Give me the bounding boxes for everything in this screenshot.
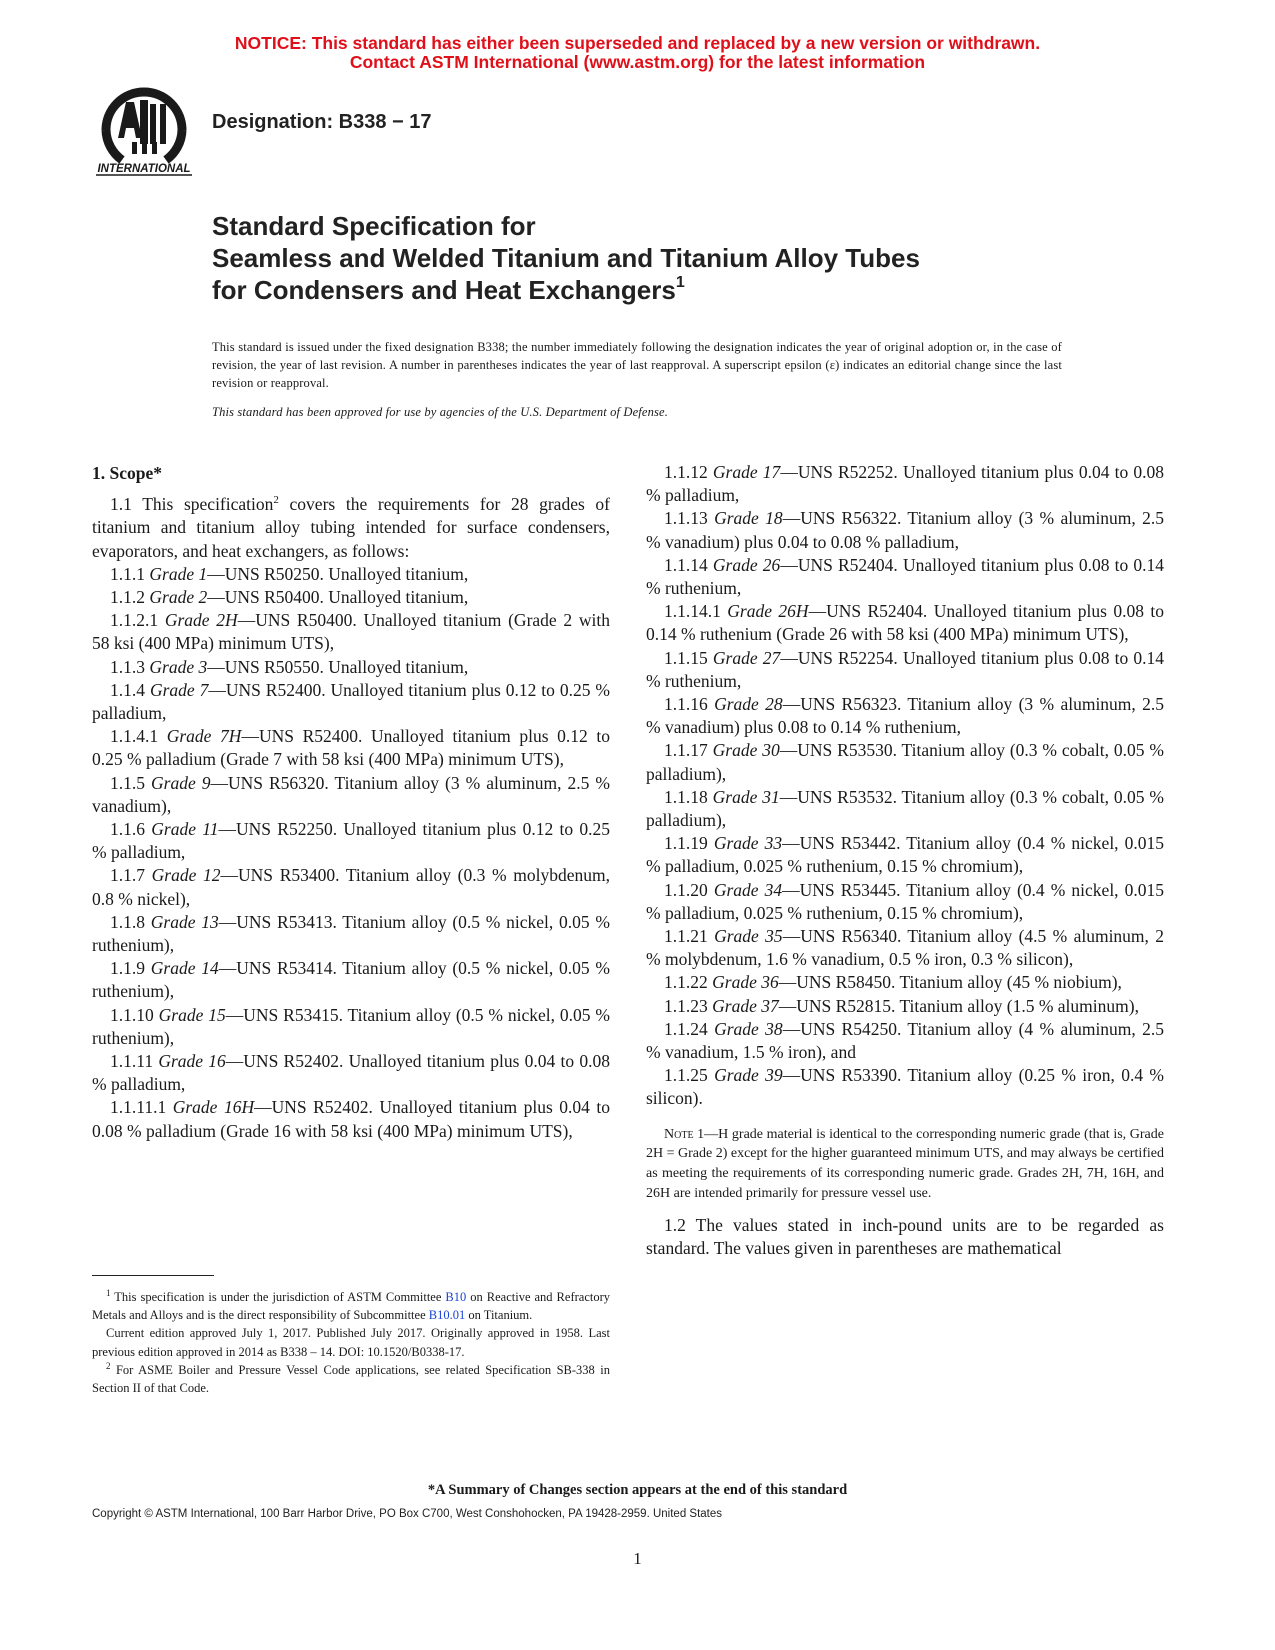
- grades-list-right: [646, 461, 1164, 1111]
- grade-name: Grade 15: [158, 1004, 226, 1025]
- grade-name: Grade 14: [150, 958, 219, 979]
- grade-description: —UNS R53400. Titanium alloy (0.3 % molybdenum, 0.8 % nickel),: [92, 865, 610, 909]
- grade-name: Grade 2H: [164, 610, 238, 631]
- grade-name: Grade 26: [712, 554, 781, 575]
- grade-description: —UNS R56340. Titanium alloy (4.5 % aluminum, 2 % molybdenum, 1.6 % vanadium, 0.5 % iron, 0.3 % silicon),: [646, 926, 1165, 970]
- grade-description: —UNS R52400. Unalloyed titanium plus 0.12 to 0.25 % palladium,: [92, 679, 610, 724]
- dod-approval-statement: This standard has been approved for use by agencies of the U.S. Department of Defense.: [212, 405, 669, 419]
- footnote-ref-2[interactable]: 2: [273, 494, 279, 507]
- grade-description: —UNS R54250. Titanium alloy (4 % aluminum, 2.5 % vanadium, 1.5 % iron), and: [646, 1018, 1165, 1063]
- footnote-2: [92, 1361, 610, 1397]
- grade-name: Grade 30: [712, 740, 780, 761]
- grade-name: Grade 27: [712, 647, 781, 668]
- grade-item: [646, 1018, 1164, 1064]
- grade-item: [92, 725, 610, 771]
- grade-description: —UNS R56320. Titanium alloy (3 % aluminum, 2.5 % vanadium),: [92, 772, 611, 816]
- footnote-1-text-end: on Titanium.: [465, 1308, 533, 1323]
- grade-item: [646, 739, 1164, 785]
- grade-description: —UNS R53413. Titanium alloy (0.5 % nickel, 0.05 % ruthenium),: [92, 911, 611, 956]
- footnotes: [92, 1288, 610, 1397]
- summary-of-changes-notice: *A Summary of Changes section appears at the end of this standard: [427, 1482, 848, 1498]
- grade-name: Grade 37: [712, 995, 779, 1016]
- grade-number: 1.1.11.1: [110, 1097, 173, 1118]
- grade-item: [92, 679, 610, 725]
- grade-description: —UNS R52400. Unalloyed titanium plus 0.12 to 0.25 % palladium (Grade 7 with 58 ksi (400 MPa) minimum UTS),: [92, 726, 611, 770]
- page-number: 1: [633, 1549, 642, 1568]
- grade-name: Grade 7H: [166, 726, 242, 747]
- grade-description: —UNS R52402. Unalloyed titanium plus 0.04 to 0.08 % palladium (Grade 16 with 58 ksi (400 MPa) minimum UTS),: [92, 1097, 610, 1141]
- grade-item: [646, 461, 1164, 507]
- edition-info: Current edition approved July 1, 2017. Published July 2017. Originally approved in 1958. Last previous edition approved in 2014 as B338 – 14. DOI: 10.1520/B0338-17.: [92, 1326, 610, 1359]
- grade-item: [92, 911, 610, 957]
- grade-number: 1.1.16: [664, 694, 715, 715]
- grade-name: Grade 35: [714, 926, 783, 947]
- grade-item: [646, 971, 1164, 994]
- grade-description: —UNS R56323. Titanium alloy (3 % aluminum, 2.5 % vanadium) plus 0.08 to 0.14 % ruthenium,: [646, 694, 1165, 738]
- grade-item: [92, 864, 610, 910]
- subcommittee-b10-01-link[interactable]: B10.01: [428, 1308, 466, 1323]
- left-column: [92, 462, 610, 1143]
- grade-description: —UNS R52252. Unalloyed titanium plus 0.04 to 0.08 % palladium,: [646, 462, 1165, 506]
- grade-description: —UNS R50550. Unalloyed titanium,: [207, 656, 469, 677]
- grade-name: Grade 31: [712, 786, 780, 807]
- title-line-3: for Condensers and Heat Exchangers: [212, 275, 676, 305]
- grade-item: [92, 818, 610, 864]
- right-column: [646, 461, 1164, 1260]
- note-1-text: —H grade material is identical to the corresponding numeric grade (that is, Grade 2H = Grade 2) except for the higher guaranteed minimum UTS, and may always be certified as meeting the requirements of its corresponding numeric grade. Grades 2H, 7H, 16H, and 26H are intended primarily for pressure vessel use.: [646, 1126, 1164, 1202]
- grade-number: 1.1.8: [110, 911, 151, 932]
- grade-number: 1.1.6: [110, 819, 152, 840]
- grade-item: [92, 1004, 610, 1050]
- paragraph-1-2: 1.2 The values stated in inch-pound units are to be regarded as standard. The values given in parentheses are mathematical: [646, 1214, 1164, 1259]
- grade-item: [92, 563, 610, 586]
- grade-item: [646, 693, 1164, 739]
- grade-number: 1.1.2.1: [110, 610, 165, 631]
- committee-b10-link[interactable]: B10: [445, 1290, 467, 1304]
- note-1: [646, 1125, 1164, 1204]
- grade-name: Grade 36: [712, 972, 779, 993]
- grade-description: —UNS R50400. Unalloyed titanium,: [207, 587, 469, 608]
- paragraph-1-1: [92, 493, 610, 563]
- grade-name: Grade 38: [714, 1018, 783, 1039]
- paragraph-1-1-text: 1.1 This specification: [110, 494, 274, 515]
- grade-number: 1.1.4: [110, 679, 150, 700]
- grade-number: 1.1.18: [664, 786, 713, 807]
- designation: Designation: B338 − 17: [212, 111, 432, 133]
- grade-item: [646, 554, 1164, 600]
- grade-item: [646, 600, 1164, 646]
- grade-description: —UNS R52250. Unalloyed titanium plus 0.12 to 0.25 % palladium,: [92, 819, 610, 863]
- grade-description: —UNS R53442. Titanium alloy (0.4 % nickel, 0.015 % palladium, 0.025 % ruthenium, 0.15 % chromium),: [646, 833, 1165, 877]
- title-line-1: Standard Specification for: [212, 211, 536, 241]
- grade-number: 1.1.7: [110, 865, 152, 886]
- grade-number: 1.1.3: [110, 656, 150, 677]
- grade-item: [646, 507, 1164, 553]
- grade-number: 1.1.19: [664, 833, 714, 854]
- grade-number: 1.1.4.1: [110, 726, 167, 747]
- note-1-label: Note 1: [664, 1126, 705, 1142]
- grade-item: [646, 832, 1164, 878]
- grade-description: —UNS R52402. Unalloyed titanium plus 0.04 to 0.08 % palladium,: [92, 1051, 610, 1095]
- grade-number: 1.1.5: [110, 772, 152, 793]
- grade-name: Grade 26H: [727, 601, 809, 622]
- grade-item: [92, 609, 610, 655]
- grade-item: [92, 1050, 610, 1096]
- grade-description: —UNS R52254. Unalloyed titanium plus 0.08 to 0.14 % ruthenium,: [646, 647, 1165, 691]
- grade-name: Grade 3: [149, 656, 208, 677]
- grade-item: [92, 772, 610, 818]
- grade-item: [646, 925, 1164, 971]
- grade-item: [646, 995, 1164, 1018]
- grade-item: [646, 647, 1164, 693]
- footnote-1-marker: 1: [106, 1288, 111, 1298]
- grade-number: 1.1.14: [664, 554, 713, 575]
- grade-description: —UNS R53445. Titanium alloy (0.4 % nickel, 0.015 % palladium, 0.025 % ruthenium, 0.15 % chromium),: [646, 879, 1165, 923]
- grade-number: 1.1.20: [664, 879, 714, 900]
- grade-number: 1.1.14.1: [664, 601, 728, 622]
- grade-description: —UNS R58450. Titanium alloy (45 % niobium),: [778, 972, 1122, 993]
- footnote-1: [92, 1288, 610, 1324]
- grade-name: Grade 17: [712, 462, 781, 482]
- grade-description: —UNS R53532. Titanium alloy (0.3 % cobalt, 0.05 % palladium),: [646, 786, 1165, 831]
- grade-description: —UNS R56322. Titanium alloy (3 % aluminum, 2.5 % vanadium) plus 0.04 to 0.08 % palladium,: [646, 508, 1165, 552]
- paragraph-1-1-text-cont: covers the requirements for 28 grades of titanium and titanium alloy tubing intended for surface condensers, evaporators, and heat exchangers, as follows:: [92, 494, 611, 561]
- grade-name: Grade 13: [150, 911, 219, 932]
- grade-name: Grade 2: [149, 587, 208, 608]
- astm-logo: [92, 82, 196, 178]
- grade-description: —UNS R50250. Unalloyed titanium,: [207, 563, 469, 584]
- grade-number: 1.1.21: [664, 926, 715, 947]
- grade-number: 1.1.17: [664, 740, 713, 761]
- grade-description: —UNS R53414. Titanium alloy (0.5 % nickel, 0.05 % ruthenium),: [92, 958, 611, 1002]
- grade-number: 1.1.11: [110, 1051, 159, 1072]
- footnote-1-text-cont: on Reactive and Refractory Metals and Alloys and is the direct responsibility of Subcommittee: [92, 1290, 610, 1323]
- grade-name: Grade 1: [149, 563, 208, 584]
- grade-name: Grade 16: [158, 1051, 226, 1072]
- copyright-line: Copyright © ASTM International, 100 Barr Harbor Drive, PO Box C700, West Conshohocken, PA 19428-2959. United States: [92, 1508, 723, 1520]
- grade-number: 1.1.25: [664, 1065, 715, 1086]
- footnote-2-marker: 2: [106, 1360, 111, 1371]
- grade-item: [92, 1096, 610, 1142]
- grade-name: Grade 9: [151, 772, 211, 793]
- grade-name: Grade 34: [713, 879, 783, 900]
- grade-item: [92, 586, 610, 609]
- grade-description: —UNS R52815. Titanium alloy (1.5 % aluminum),: [778, 995, 1139, 1016]
- footnote-2-text: For ASME Boiler and Pressure Vessel Code applications, see related Specification SB-338 in Section II of that Code.: [92, 1362, 610, 1396]
- grade-name: Grade 39: [714, 1065, 783, 1086]
- grade-number: 1.1.9: [110, 958, 151, 979]
- issuance-statement: This standard is issued under the fixed designation B338; the number immediately following the designation indicates the year of original adoption or, in the case of revision, the year of last revision. A number in parentheses indicates the year of last reapproval. A superscript epsilon (ε) indicates an editorial change since the last revision or reapproval.: [212, 340, 1062, 390]
- grade-name: Grade 33: [713, 833, 783, 854]
- grade-description: —UNS R52404. Unalloyed titanium plus 0.08 to 0.14 % ruthenium (Grade 26 with 58 ksi (400 MPa) minimum UTS),: [646, 601, 1165, 645]
- notice-banner: [0, 34, 1275, 72]
- grade-number: 1.1.12: [664, 462, 713, 482]
- document-title: [212, 210, 920, 306]
- notice-line-2: Contact ASTM International (www.astm.org) for the latest information: [349, 52, 926, 72]
- grade-name: Grade 11: [151, 819, 219, 840]
- grade-name: Grade 12: [151, 865, 221, 886]
- grade-item: [646, 879, 1164, 925]
- grade-item: [92, 656, 610, 679]
- grade-number: 1.1.10: [110, 1004, 159, 1025]
- grade-name: Grade 7: [149, 679, 209, 700]
- grade-name: Grade 16H: [172, 1097, 255, 1118]
- title-footnote-ref[interactable]: 1: [675, 274, 685, 291]
- grade-item: [646, 1064, 1164, 1110]
- footnote-divider: [92, 1275, 214, 1276]
- grade-description: —UNS R52404. Unalloyed titanium plus 0.08 to 0.14 % ruthenium,: [646, 554, 1165, 599]
- scope-heading: 1. Scope*: [92, 463, 162, 483]
- grade-number: 1.1.15: [664, 647, 713, 668]
- notice-line-1: NOTICE: This standard has either been superseded and replaced by a new version or withdrawn.: [234, 33, 1041, 53]
- grade-number: 1.1.24: [664, 1018, 715, 1039]
- grade-item: [92, 957, 610, 1003]
- grades-list-left: [92, 563, 610, 1143]
- grade-item: [646, 786, 1164, 832]
- title-line-2: Seamless and Welded Titanium and Titanium Alloy Tubes: [212, 243, 920, 273]
- grade-description: —UNS R53415. Titanium alloy (0.5 % nickel, 0.05 % ruthenium),: [92, 1004, 611, 1048]
- grade-number: 1.1.1: [110, 563, 150, 584]
- grade-number: 1.1.13: [664, 508, 715, 529]
- grade-description: —UNS R53390. Titanium alloy (0.25 % iron, 0.4 % silicon).: [646, 1065, 1165, 1109]
- grade-description: —UNS R53530. Titanium alloy (0.3 % cobalt, 0.05 % palladium),: [646, 740, 1165, 784]
- grade-number: 1.1.23: [664, 995, 713, 1016]
- grade-name: Grade 18: [714, 508, 783, 529]
- grade-description: —UNS R50400. Unalloyed titanium (Grade 2 with 58 ksi (400 MPa) minimum UTS),: [92, 610, 610, 654]
- grade-number: 1.1.2: [110, 587, 150, 608]
- logo-wordmark: INTERNATIONAL: [97, 163, 191, 175]
- footnote-1-text: This specification is under the jurisdiction of ASTM Committee: [110, 1290, 446, 1304]
- grade-name: Grade 28: [714, 694, 783, 715]
- grade-number: 1.1.22: [664, 972, 713, 993]
